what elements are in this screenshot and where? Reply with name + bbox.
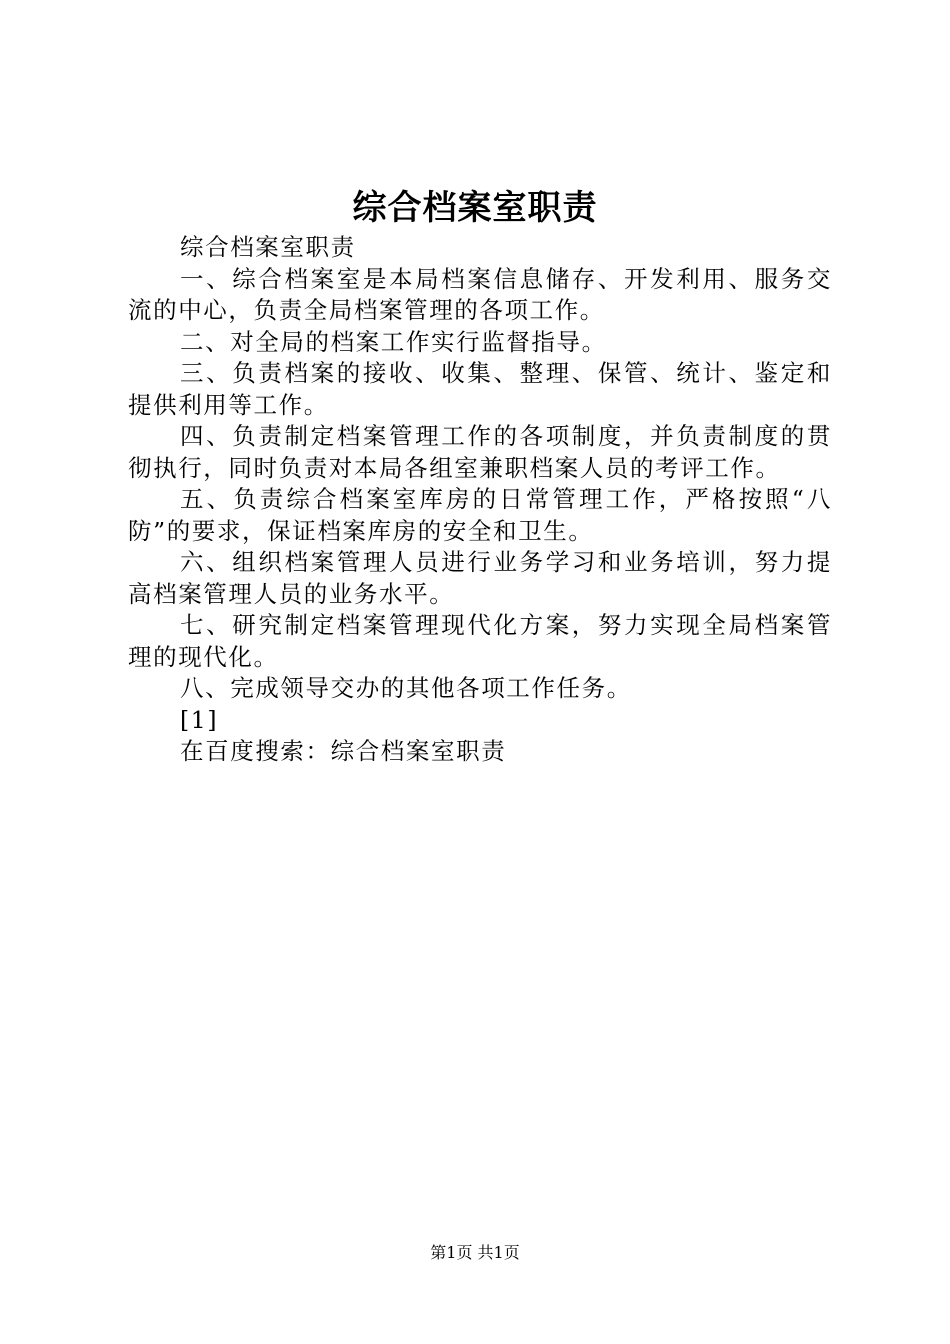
paragraph-item-2: 二、对全局的档案工作实行监督指导。: [180, 327, 607, 356]
paragraph-item-4: 四、负责制定档案管理工作的各项制度，并负责制度的贯彻执行，同时负责对本局各组室兼职档案人员的考评工作。: [128, 422, 832, 482]
page-footer: 第1页 共1页: [430, 1243, 520, 1262]
paragraph-item-6: 六、组织档案管理人员进行业务学习和业务培训，努力提高档案管理人员的业务水平。: [128, 548, 832, 608]
document-title: 综合档案室职责: [352, 188, 598, 228]
document-body: [128, 232, 832, 768]
search-hint: 在百度搜索：综合档案室职责: [180, 737, 507, 765]
paragraph-heading: 综合档案室职责: [180, 233, 356, 261]
paragraph-item-5: 五、负责综合档案室库房的日常管理工作，严格按照“八防”的要求，保证档案库房的安全和卫生。: [128, 485, 832, 545]
paragraph-item-3: 三、负责档案的接收、收集、整理、保管、统计、鉴定和提供利用等工作。: [128, 359, 832, 419]
reference-marker: [1]: [180, 705, 219, 734]
paragraph-item-1: 一、综合档案室是本局档案信息储存、开发利用、服务交流的中心，负责全局档案管理的各项工作。: [128, 264, 832, 324]
paragraph-item-7: 七、研究制定档案管理现代化方案，努力实现全局档案管理的现代化。: [128, 611, 832, 671]
paragraph-item-8: 八、完成领导交办的其他各项工作任务。: [180, 674, 632, 702]
